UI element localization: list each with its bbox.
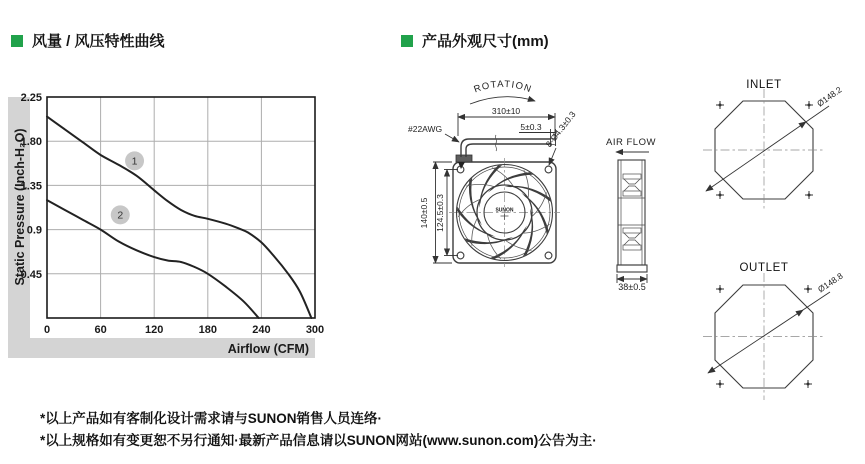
corner-mark [716,380,724,388]
diameter-dimension-line [706,106,829,191]
y-tick-label: 0.45 [20,268,42,281]
corner-mark [716,285,724,293]
outlet-view [703,262,845,400]
y-tick-label: 2.25 [20,92,42,104]
dimension-drawings [400,58,865,413]
dim-strip-length: 5±0.3 [520,122,542,132]
side-hub-detail [623,228,641,233]
leader-line [445,134,459,142]
green-square-icon [401,35,413,47]
footnote-line: *以上产品如有客制化设计需求请与SUNON销售人员连络· [40,411,383,426]
diameter-arrow [797,310,803,314]
x-tick-label: 300 [305,324,325,336]
side-hub-detail [623,245,641,250]
mounting-hole [545,252,552,259]
x-tick-label: 60 [94,324,107,336]
y-tick-label: 1.80 [20,136,42,149]
outlet-title: OUTLET [739,262,789,274]
wire-break-symbol [495,135,496,151]
fan-front-view [408,79,578,267]
rotation-arrow-icon [470,97,535,104]
section-header-curve [11,30,165,51]
mounting-hole [457,252,464,259]
corner-mark [804,380,812,388]
wire-gauge-label: #22AWG [408,124,443,134]
side-hub-detail [624,233,640,245]
inlet-title: INLET [746,79,782,91]
series-marker-label: 2 [117,209,124,222]
section-title-curve: 风量 / 风压特性曲线 [32,33,165,50]
diameter-arrow [800,122,806,126]
rotation-label-text: ROTATION [472,78,534,96]
y-tick-label: 0.9 [26,224,42,237]
wire-connector [456,155,472,162]
dim-mounting-holes: 8-Ø4.3±0.3 [543,109,578,149]
green-square-icon [11,35,23,47]
x-axis-title: Airflow (CFM) [227,342,309,356]
side-hub-detail [624,179,640,191]
lead-wire [466,144,550,157]
hub-center-cross [501,214,509,220]
dim-hole-pitch: 124.5±0.3 [435,194,445,232]
side-hub-detail [623,191,641,196]
footnote-line: *以上规格如有变更恕不另行通知·最新产品信息请以SUNON网站(www.sunon.com)公告为主· [40,433,597,448]
dim-lead-length: 310±10 [491,106,521,116]
dim-outlet-diameter: Ø148.8 [815,270,845,295]
section-header-dimensions [401,30,549,51]
y-axis-title: Static Pressure (Inch-H₂O) [13,128,27,286]
x-tick-label: 240 [252,324,271,336]
airflow-label: AIR FLOW [606,137,656,148]
series-marker-label: 1 [131,155,138,168]
side-hub-detail [623,174,641,179]
inlet-view [703,79,844,211]
x-tick-label: 120 [145,324,164,336]
corner-mark [716,101,724,109]
footnotes [40,408,597,452]
dim-frame-size: 140±0.5 [419,197,429,229]
fan-side-view [606,137,656,292]
dim-thickness: 38±0.5 [618,282,646,292]
section-title-dimensions: 产品外观尺寸(mm) [422,33,549,50]
performance-curve-chart [0,85,370,385]
rotation-label [472,79,533,95]
side-flange [617,265,647,272]
plot-area [47,97,315,318]
corner-mark [805,191,813,199]
dim-inlet-diameter: Ø148.2 [814,84,844,109]
corner-mark [804,285,812,293]
x-tick-label: 0 [43,324,51,336]
lead-wire [461,139,550,157]
hub-brand-label: SUNON [495,207,514,214]
x-tick-label: 180 [198,324,217,336]
y-tick-label: 1.35 [20,180,42,193]
corner-mark [716,191,724,199]
corner-mark [805,101,813,109]
mounting-hole [545,166,552,173]
